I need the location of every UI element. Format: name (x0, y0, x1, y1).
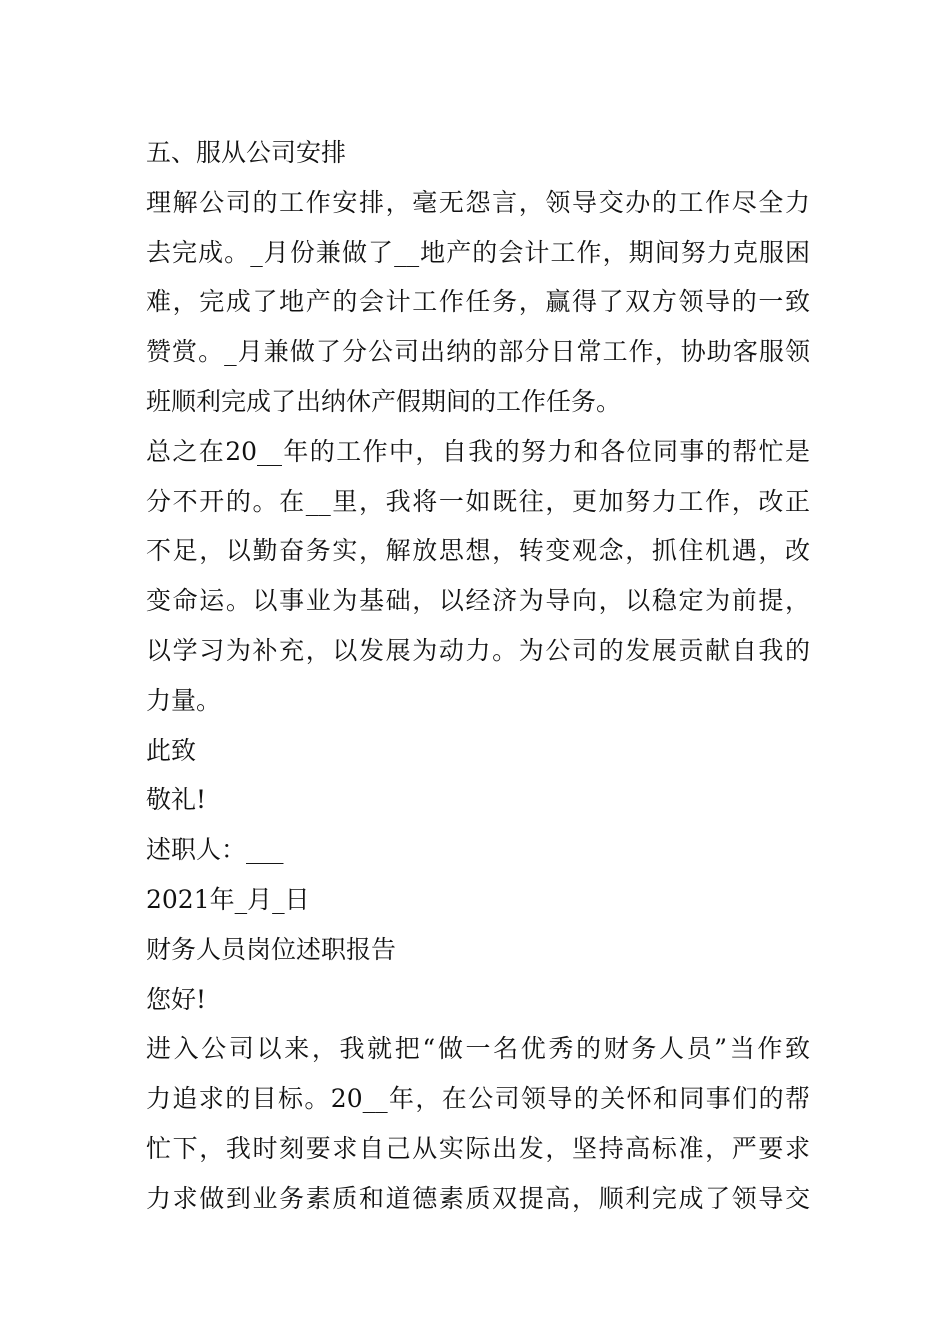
text-line: 财务人员岗位述职报告 (146, 934, 397, 964)
text-line: 总之在20__年的工作中，自我的努力和各位同事的帮忙是 (146, 436, 810, 466)
text-line: 力求做到业务素质和道德素质双提高，顺利完成了领导交 (146, 1183, 810, 1213)
text-line: 难，完成了地产的会计工作任务，赢得了双方领导的一致 (146, 287, 810, 317)
text-line: 进入公司以来，我就把“做一名优秀的财务人员”当作致 (146, 1034, 810, 1064)
text-line: 赞赏。_月兼做了分公司出纳的部分日常工作，协助客服领 (146, 337, 810, 367)
text-line: 您好! (146, 984, 207, 1014)
text-line: 此致 (146, 735, 197, 765)
text-line: 2021年_月_日 (146, 884, 310, 914)
text-line: 力追求的目标。20__年，在公司领导的关怀和同事们的帮 (146, 1084, 810, 1114)
text-line: 敬礼! (146, 785, 207, 815)
text-line: 分不开的。在__里，我将一如既往，更加努力工作，改正 (146, 486, 810, 516)
text-line: 变命运。以事业为基础，以经济为导向，以稳定为前提， (146, 586, 810, 616)
text-line: 忙下，我时刻要求自己从实际出发，坚持高标准，严要求 (146, 1133, 810, 1163)
text-line: 班顺利完成了出纳休产假期间的工作任务。 (146, 386, 622, 416)
text-line: 理解公司的工作安排，毫无怨言，领导交办的工作尽全力 (146, 187, 810, 217)
text-line: 以学习为补充，以发展为动力。为公司的发展贡献自我的 (146, 635, 810, 665)
text-line: 不足，以勤奋务实，解放思想，转变观念，抓住机遇，改 (146, 536, 810, 566)
text-line: 力量。 (146, 685, 222, 715)
text-line: 五、服从公司安排 (146, 138, 347, 167)
text-line: 述职人：___ (146, 835, 284, 865)
document-body (146, 128, 810, 1224)
text-line: 去完成。_月份兼做了__地产的会计工作，期间努力克服困 (146, 237, 810, 267)
